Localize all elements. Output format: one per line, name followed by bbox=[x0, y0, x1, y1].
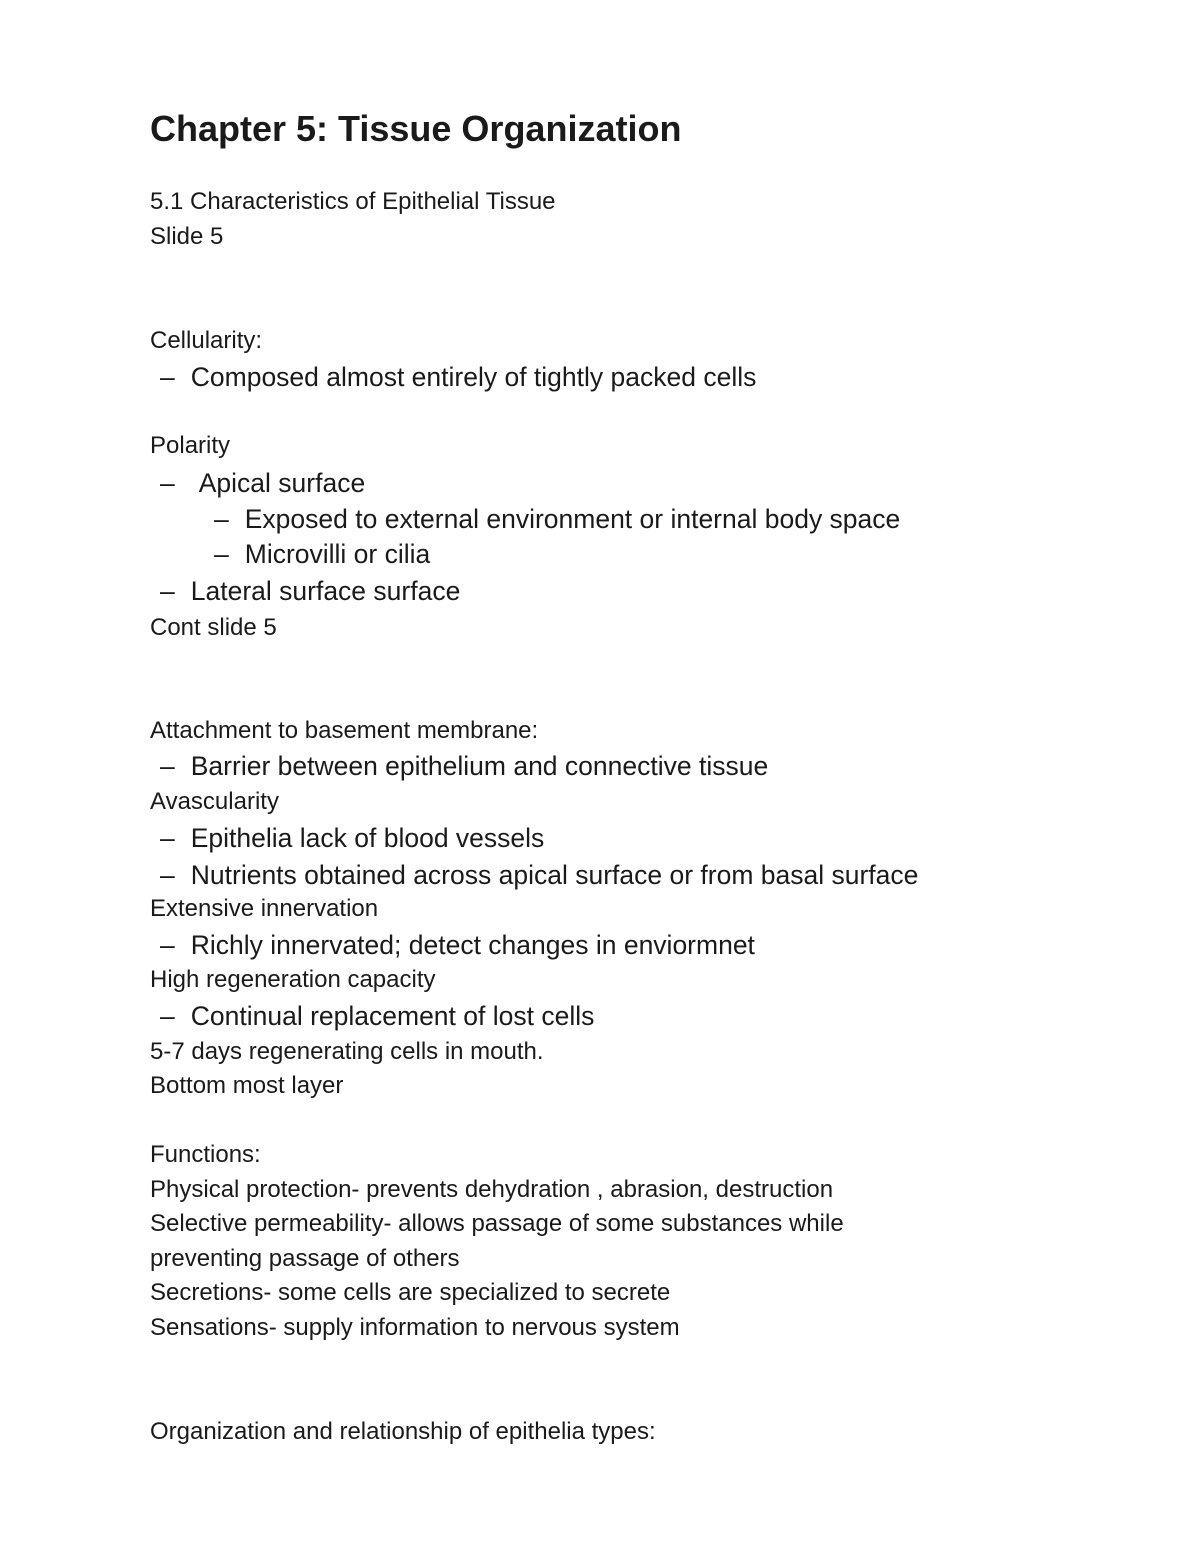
avascularity-heading: Avascularity bbox=[150, 788, 279, 815]
function-line: Secretions- some cells are specialized to secrete bbox=[150, 1279, 671, 1306]
organization-heading: Organization and relationship of epithelia types: bbox=[150, 1418, 656, 1445]
bullet-dash: – bbox=[160, 823, 175, 853]
bullet-dash: – bbox=[214, 504, 229, 534]
bullet-dash: – bbox=[160, 860, 175, 890]
list-item: – Richly innervated; detect changes in enviormnet bbox=[160, 930, 755, 960]
bullet-dash: – bbox=[214, 539, 229, 569]
cellularity-heading: Cellularity: bbox=[150, 327, 263, 354]
note-line: 5-7 days regenerating cells in mouth. bbox=[150, 1038, 544, 1065]
list-item-nested: – Microvilli or cilia bbox=[214, 539, 431, 569]
list-item: – Apical surface bbox=[160, 468, 366, 498]
list-item-nested: – Exposed to external environment or internal body space bbox=[214, 504, 901, 534]
functions-heading: Functions: bbox=[150, 1141, 261, 1168]
bullet-dash: – bbox=[160, 576, 175, 606]
list-item: – Composed almost entirely of tightly packed cells bbox=[160, 362, 757, 392]
list-item: – Lateral surface surface bbox=[160, 576, 461, 606]
polarity-heading: Polarity bbox=[150, 432, 231, 459]
bullet-dash: – bbox=[160, 1001, 175, 1031]
list-item: – Nutrients obtained across apical surface or from basal surface bbox=[160, 860, 919, 890]
note-line: Bottom most layer bbox=[150, 1072, 344, 1099]
page-title: Chapter 5: Tissue Organization bbox=[150, 108, 682, 149]
cont-slide-label: Cont slide 5 bbox=[150, 614, 277, 641]
list-item: – Continual replacement of lost cells bbox=[160, 1001, 595, 1031]
section-heading: 5.1 Characteristics of Epithelial Tissue bbox=[150, 188, 556, 215]
function-line: Selective permeability- allows passage of some substances while bbox=[150, 1210, 844, 1237]
regeneration-heading: High regeneration capacity bbox=[150, 966, 436, 993]
function-line: Physical protection- prevents dehydration , abrasion, destruction bbox=[150, 1176, 834, 1203]
list-item: – Barrier between epithelium and connective tissue bbox=[160, 751, 769, 781]
function-line: preventing passage of others bbox=[150, 1245, 460, 1272]
bullet-dash: – bbox=[160, 751, 175, 781]
list-item: – Epithelia lack of blood vessels bbox=[160, 823, 545, 853]
attachment-heading: Attachment to basement membrane: bbox=[150, 717, 539, 744]
function-line: Sensations- supply information to nervous system bbox=[150, 1314, 680, 1341]
bullet-dash: – bbox=[160, 362, 175, 392]
slide-label: Slide 5 bbox=[150, 223, 224, 250]
bullet-dash: – bbox=[160, 930, 175, 960]
innervation-heading: Extensive innervation bbox=[150, 895, 379, 922]
bullet-dash: – bbox=[160, 468, 175, 498]
